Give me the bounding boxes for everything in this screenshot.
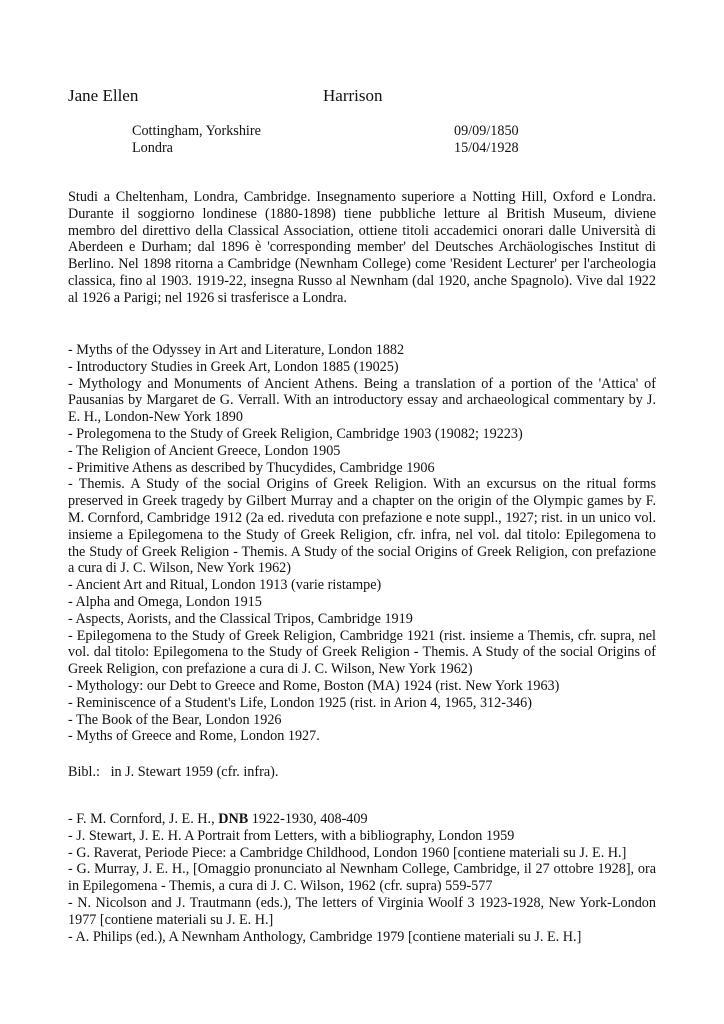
work-entry: - Alpha and Omega, London 1915 xyxy=(68,593,262,610)
work-entry: - The Religion of Ancient Greece, London 1905 xyxy=(68,442,341,459)
work-entry: - Ancient Art and Ritual, London 1913 (varie ristampe) xyxy=(68,577,382,594)
literature-suffix: 1922-1930, 408-409 xyxy=(248,811,368,827)
literature-entry: - A. Philips (ed.), A Newnham Anthology, Cambridge 1979 [contiene materiali su J. E. H.] xyxy=(68,928,582,945)
work-entry: - Mythology and Monuments of Ancient Athens. Being a translation of a portion of the 'Attica' of Pausanias by Margaret de G. Verrall. With an introductory essay and archaeological commentary by J. E. H., London-New York 1890 xyxy=(68,375,656,426)
bibliography-note: Bibl.: in J. Stewart 1959 (cfr. infra). xyxy=(68,764,279,780)
work-entry: - Myths of Greece and Rome, London 1927. xyxy=(68,728,320,745)
work-entry: - Themis. A Study of the social Origins of Greek Religion. With an excursus on the ritual forms preserved in Greek tragedy by Gilbert Murray and a chapter on the origin of the Olympic games by F. M. Cornford, Cambridge 1912 (2a ed. riveduta con prefazione e note suppl., 1927; rist. in un unico vol. insieme a Epilegomena to the Study of Greek Religion, cfr. infra, nel vol. dal titolo: Epilegomena to the Study of Greek Religion - Themis. A Study of the social Origins of Greek Religion, con prefazione a cura di J. C. Wilson, New York 1962) xyxy=(68,476,656,577)
death-date: 15/04/1928 xyxy=(454,140,519,156)
literature-entry: - N. Nicolson and J. Trautmann (eds.), The letters of Virginia Woolf 3 1923-1928, New York-London 1977 [contiene materiali su J. E. H.] xyxy=(68,894,656,928)
works-list xyxy=(68,342,656,745)
literature-entry xyxy=(68,811,656,828)
dnb-abbreviation: DNB xyxy=(218,811,249,827)
work-entry: - Primitive Athens as described by Thucydides, Cambridge 1906 xyxy=(68,459,435,476)
work-entry: - Reminiscence of a Student's Life, London 1925 (rist. in Arion 4, 1965, 312-346) xyxy=(68,694,532,711)
work-entry: - Mythology: our Debt to Greece and Rome, Boston (MA) 1924 (rist. New York 1963) xyxy=(68,677,560,694)
literature-entry: - J. Stewart, J. E. H. A Portrait from Letters, with a bibliography, London 1959 xyxy=(68,827,515,844)
work-entry: - Epilegomena to the Study of Greek Religion, Cambridge 1921 (rist. insieme a Themis, cfr. supra, nel vol. dal titolo: Epilegomena to the Study of Greek Religion - Themis. A Study of the social Origins of Greek Religion, con prefazione a cura di J. C. Wilson, New York 1962) xyxy=(68,627,656,678)
literature-entry: - G. Raverat, Periode Piece: a Cambridge Childhood, London 1960 [contiene materiali su J. E. H.] xyxy=(68,844,627,861)
death-place: Londra xyxy=(132,140,173,156)
secondary-literature-list xyxy=(68,811,656,945)
literature-prefix: - F. M. Cornford, J. E. H., xyxy=(68,811,219,827)
work-entry: - The Book of the Bear, London 1926 xyxy=(68,711,282,728)
work-entry: - Myths of the Odyssey in Art and Literature, London 1882 xyxy=(68,342,405,358)
birth-date: 09/09/1850 xyxy=(454,123,519,139)
work-entry: - Introductory Studies in Greek Art, London 1885 (19025) xyxy=(68,358,399,375)
last-name: Harrison xyxy=(323,86,383,105)
biography-paragraph: Studi a Cheltenham, Londra, Cambridge. Insegnamento superiore a Notting Hill, Oxford e Londra. Durante il soggiorno londinese (1880-1898) tiene pubbliche letture al British Museum, diviene membro del direttivo della Classical Association, ottiene titoli accademici onorari dalle Università di Aberdeen e Durham; dal 1896 è 'corresponding member' del Deutsches Archäologisches Institut di Berlino. Nel 1898 ritorna a Cambridge (Newnham College) come 'Resident Lecturer' per l'archeologia classica, fino al 1903. 1919-22, insegna Russo al Newnham (dal 1920, anche Spagnolo). Vive dal 1922 al 1926 a Parigi; nel 1926 si trasferisce a Londra. xyxy=(68,189,656,306)
work-entry: - Aspects, Aorists, and the Classical Tripos, Cambridge 1919 xyxy=(68,610,413,627)
literature-entry: - G. Murray, J. E. H., [Omaggio pronunciato al Newnham College, Cambridge, il 27 ottobre 1928], ora in Epilegomena - Themis, a cura di J. C. Wilson, 1962 (cfr. supra) 559-577 xyxy=(68,861,656,895)
first-name: Jane Ellen xyxy=(68,86,139,105)
birth-place: Cottingham, Yorkshire xyxy=(132,123,261,139)
work-entry: - Prolegomena to the Study of Greek Religion, Cambridge 1903 (19082; 19223) xyxy=(68,425,523,442)
